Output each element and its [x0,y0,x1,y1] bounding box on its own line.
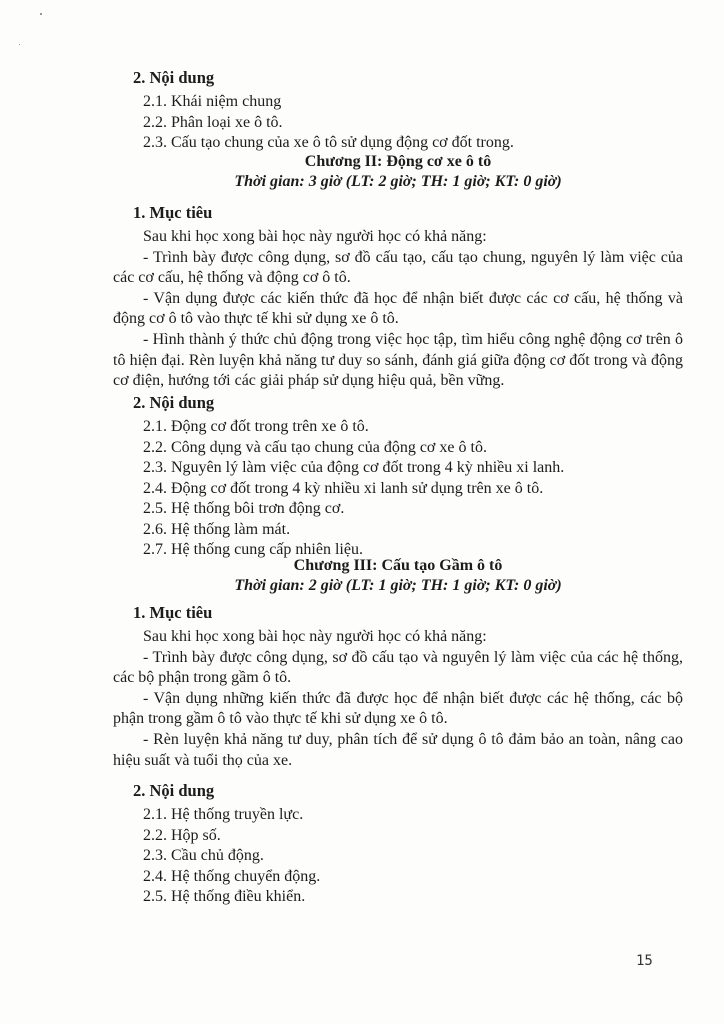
objective-paragraph: - Trình bày được công dụng, sơ đồ cấu tạo, cấu tạo chung, nguyên lý làm việc của các cơ cấu, hệ thống và động cơ ô tô. [113,248,683,287]
content-item: 2.4. Động cơ đốt trong 4 kỳ nhiều xi lanh sử dụng trên xe ô tô. [143,479,544,497]
objective-paragraph: Sau khi học xong bài học này người học có khả năng: [143,628,487,645]
objective-paragraph: - Trình bày được công dụng, sơ đồ cấu tạo và nguyên lý làm việc của các hệ thống, các bộ phận trong gầm ô tô. [113,648,683,687]
objective-paragraph: - Rèn luyện khả năng tư duy, phân tích để sử dụng ô tô đảm bảo an toàn, nâng cao hiệu suất và tuổi thọ của xe. [113,730,683,769]
content-item: 2.1. Khái niệm chung [143,93,282,110]
content-heading: 2. Nội dung [133,393,215,412]
content-item: 2.3. Nguyên lý làm việc của động cơ đốt trong 4 kỳ nhiều xi lanh. [143,459,565,476]
section-intro-content [113,67,683,154]
chapter-3-content [113,780,683,908]
chapter-title: Chương II: Động cơ xe ô tô [304,153,492,170]
objectives-heading: 1. Mục tiêu [133,603,213,622]
content-item: 2.5. Hệ thống bôi trơn động cơ. [143,500,345,517]
content-item: 2.2. Công dụng và cấu tạo chung của động cơ xe ô tô. [143,438,487,456]
content-item: 2.1. Hệ thống truyền lực. [143,806,304,823]
chapter-2 [113,152,683,192]
chapter-time: Thời gian: 3 giờ (LT: 2 giờ; TH: 1 giờ; KT: 0 giờ) [234,173,562,190]
chapter-2-content [113,392,683,561]
content-item: 2.7. Hệ thống cung cấp nhiên liệu. [143,541,363,558]
chapter-3 [113,556,683,596]
scan-speck [40,13,42,15]
objective-paragraph: Sau khi học xong bài học này người học có khả năng: [143,228,487,245]
content-item: 2.6. Hệ thống làm mát. [143,520,291,538]
objective-paragraph: - Vận dụng được các kiến thức đã học để nhận biết được các cơ cấu, hệ thống và động cơ ô tô vào thực tế khi sử dụng xe ô tô. [113,289,683,328]
content-item: 2.1. Động cơ đốt trong trên xe ô tô. [143,418,369,435]
content-item: 2.4. Hệ thống chuyển động. [143,867,321,885]
objective-paragraph: - Vận dụng những kiến thức đã được học để nhận biết được các hệ thống, các bộ phận trong gầm ô tô vào thực tế khi sử dụng xe ô tô. [113,689,683,728]
chapter-time: Thời gian: 2 giờ (LT: 1 giờ; TH: 1 giờ; KT: 0 giờ) [234,577,562,594]
content-heading: 2. Nội dung [133,781,215,800]
chapter-title: Chương III: Cấu tạo Gầm ô tô [293,557,503,574]
content-item: 2.2. Phân loại xe ô tô. [143,113,283,131]
objectives-heading: 1. Mục tiêu [133,203,213,222]
chapter-3-objectives [113,602,683,771]
objective-paragraph: - Hình thành ý thức chủ động trong việc học tập, tìm hiểu công nghệ động cơ trên ô tô hiện đại. Rèn luyện khả năng tư duy so sánh, đánh giá giữa động cơ đốt trong và động cơ điện, hướng tới các giải pháp sử dụng hiệu quả, bền vững. [113,330,683,390]
scan-speck [19,44,20,45]
content-item: 2.3. Cầu chủ động. [143,847,264,864]
content-item: 2.3. Cấu tạo chung của xe ô tô sử dụng động cơ đốt trong. [143,134,514,151]
section-heading: 2. Nội dung [133,68,215,87]
content-item: 2.5. Hệ thống điều khiển. [143,888,306,905]
chapter-2-objectives [113,202,683,392]
content-item: 2.2. Hộp số. [143,826,221,844]
page-number: 15 [636,953,653,969]
